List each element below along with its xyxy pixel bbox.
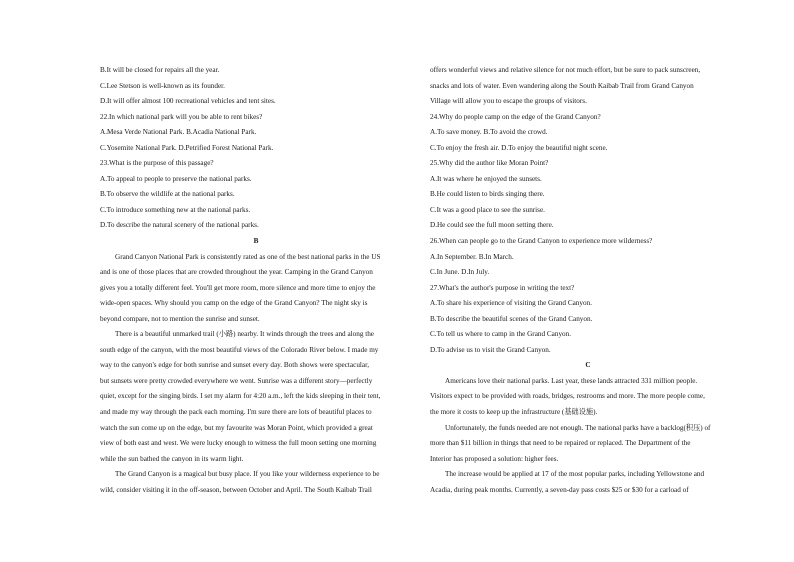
left-column: [100, 63, 412, 498]
text-line: B.It will be closed for repairs all the year.: [100, 66, 220, 74]
text-line: A.Mesa Verde National Park. B.Acadia National Park.: [100, 128, 257, 137]
text-line: C.To enjoy the fresh air. D.To enjoy the beautiful night scene.: [430, 143, 608, 152]
text-line: 25.Why did the author like Moran Point?: [430, 159, 549, 168]
text-line: C.Yosemite National Park. D.Petrified Forest National Park.: [100, 143, 274, 152]
text-line: snacks and lots of water. Even wandering along the South Kaibab Trail from Grand Canyon: [430, 81, 694, 90]
text-line: A.To share his experience of visiting the Grand Canyon.: [430, 299, 592, 308]
text-line: more than $11 billion in things that need to be repaired or replaced. The Department of the: [430, 439, 691, 448]
section-heading: B: [253, 237, 259, 246]
text-line: 27.What's the author's purpose in writing the text?: [430, 283, 575, 292]
text-line: way to the canyon's edge for both sunrise and sunset every day. Both shows were spectacular,: [100, 361, 369, 370]
text-line: but sunsets were pretty crowded everywhere we went. Sunrise was a different story—perfectly: [100, 376, 373, 385]
text-line: the more it costs to keep up the infrastructure (基础设施).: [430, 408, 598, 417]
text-line: C.In June. D.In July.: [430, 268, 490, 277]
text-line: Village will allow you to escape the groups of visitors.: [430, 97, 587, 106]
text-line: watch the sun come up on the edge, but my favourite was Moran Point, which provided a great: [100, 423, 373, 432]
text-line: wild, consider visiting it in the off-season, between October and April. The South Kaibab Trail: [100, 485, 372, 494]
text-line: 23.What is the purpose of this passage?: [100, 159, 214, 168]
section-heading: C: [585, 361, 591, 370]
text-line: beyond compare, not to mention the sunrise and sunset.: [100, 314, 260, 323]
text-line: gives you a totally different feel. You'll get more room, more silence and more time to enjoy the: [100, 283, 376, 292]
text-line: and is one of those places that are crowded throughout the year. Camping in the Grand Canyon: [100, 268, 373, 277]
text-line: and made my way through the pack each morning. I'm sure there are lots of beautiful places to: [100, 408, 372, 417]
text-line: offers wonderful views and relative silence for not much effort, but be sure to pack sunscreen,: [430, 66, 701, 74]
text-line: D.To advise us to visit the Grand Canyon.: [430, 345, 551, 354]
text-line: A.To save money. B.To avoid the crowd.: [430, 128, 548, 137]
right-column: [430, 63, 746, 498]
text-line: while the sun bathed the canyon in its warm light.: [100, 454, 244, 463]
text-line: Unfortunately, the funds needed are not enough. The national parks have a backlog(积压) of: [445, 423, 711, 432]
text-line: Interior has proposed a solution: higher fees.: [430, 454, 559, 463]
text-line: south edge of the canyon, with the most beautiful views of the Colorado River below. I made my: [100, 345, 379, 354]
text-line: C.To tell us where to camp in the Grand Canyon.: [430, 330, 572, 339]
text-line: Americans love their national parks. Last year, these lands attracted 331 million people.: [445, 376, 698, 385]
text-line: There is a beautiful unmarked trail (小路) nearby. It winds through the trees and along the: [115, 330, 374, 339]
text-line: B.To observe the wildlife at the national parks.: [100, 190, 235, 199]
text-line: view of both east and west. We were lucky enough to witness the full moon setting one morning: [100, 439, 377, 448]
text-line: 26.When can people go to the Grand Canyon to experience more wilderness?: [430, 237, 653, 246]
text-line: 24.Why do people camp on the edge of the Grand Canyon?: [430, 112, 601, 121]
text-line: C.Lee Stetson is well-known as its founder.: [100, 81, 225, 90]
text-line: The Grand Canyon is a magical but busy place. If you like your wilderness experience to be: [115, 470, 380, 479]
text-line: A.In September. B.In March.: [430, 252, 514, 261]
text-line: A.To appeal to people to preserve the national parks.: [100, 174, 252, 183]
text-line: A.It was where he enjoyed the sunsets.: [430, 174, 542, 183]
text-line: C.To introduce something new at the national parks.: [100, 205, 251, 214]
text-line: The increase would be applied at 17 of the most popular parks, including Yellowstone and: [445, 470, 705, 479]
text-line: Visitors expect to be provided with roads, bridges, restrooms and more. The more people come,: [430, 392, 705, 401]
text-line: B.He could listen to birds singing there.: [430, 190, 545, 199]
text-line: Acadia, during peak months. Currently, a seven-day pass costs $25 or $30 for a carload of: [430, 485, 689, 494]
text-line: D.It will offer almost 100 recreational vehicles and tent sites.: [100, 97, 276, 106]
text-line: D.To describe the natural scenery of the national parks.: [100, 221, 259, 230]
text-line: wide-open spaces. Why should you camp on the edge of the Grand Canyon? The night sky is: [100, 299, 368, 308]
text-line: B.To describe the beautiful scenes of the Grand Canyon.: [430, 314, 593, 323]
text-line: D.He could see the full moon setting there.: [430, 221, 554, 230]
text-line: C.It was a good place to see the sunrise.: [430, 205, 545, 214]
text-line: quiet, except for the singing birds. I set my alarm for 4:20 a.m., left the kids sleeping in their tent,: [100, 392, 381, 401]
text-line: 22.In which national park will you be able to rent bikes?: [100, 112, 263, 121]
text-line: Grand Canyon National Park is consistently rated as one of the best national parks in the US: [115, 252, 381, 261]
